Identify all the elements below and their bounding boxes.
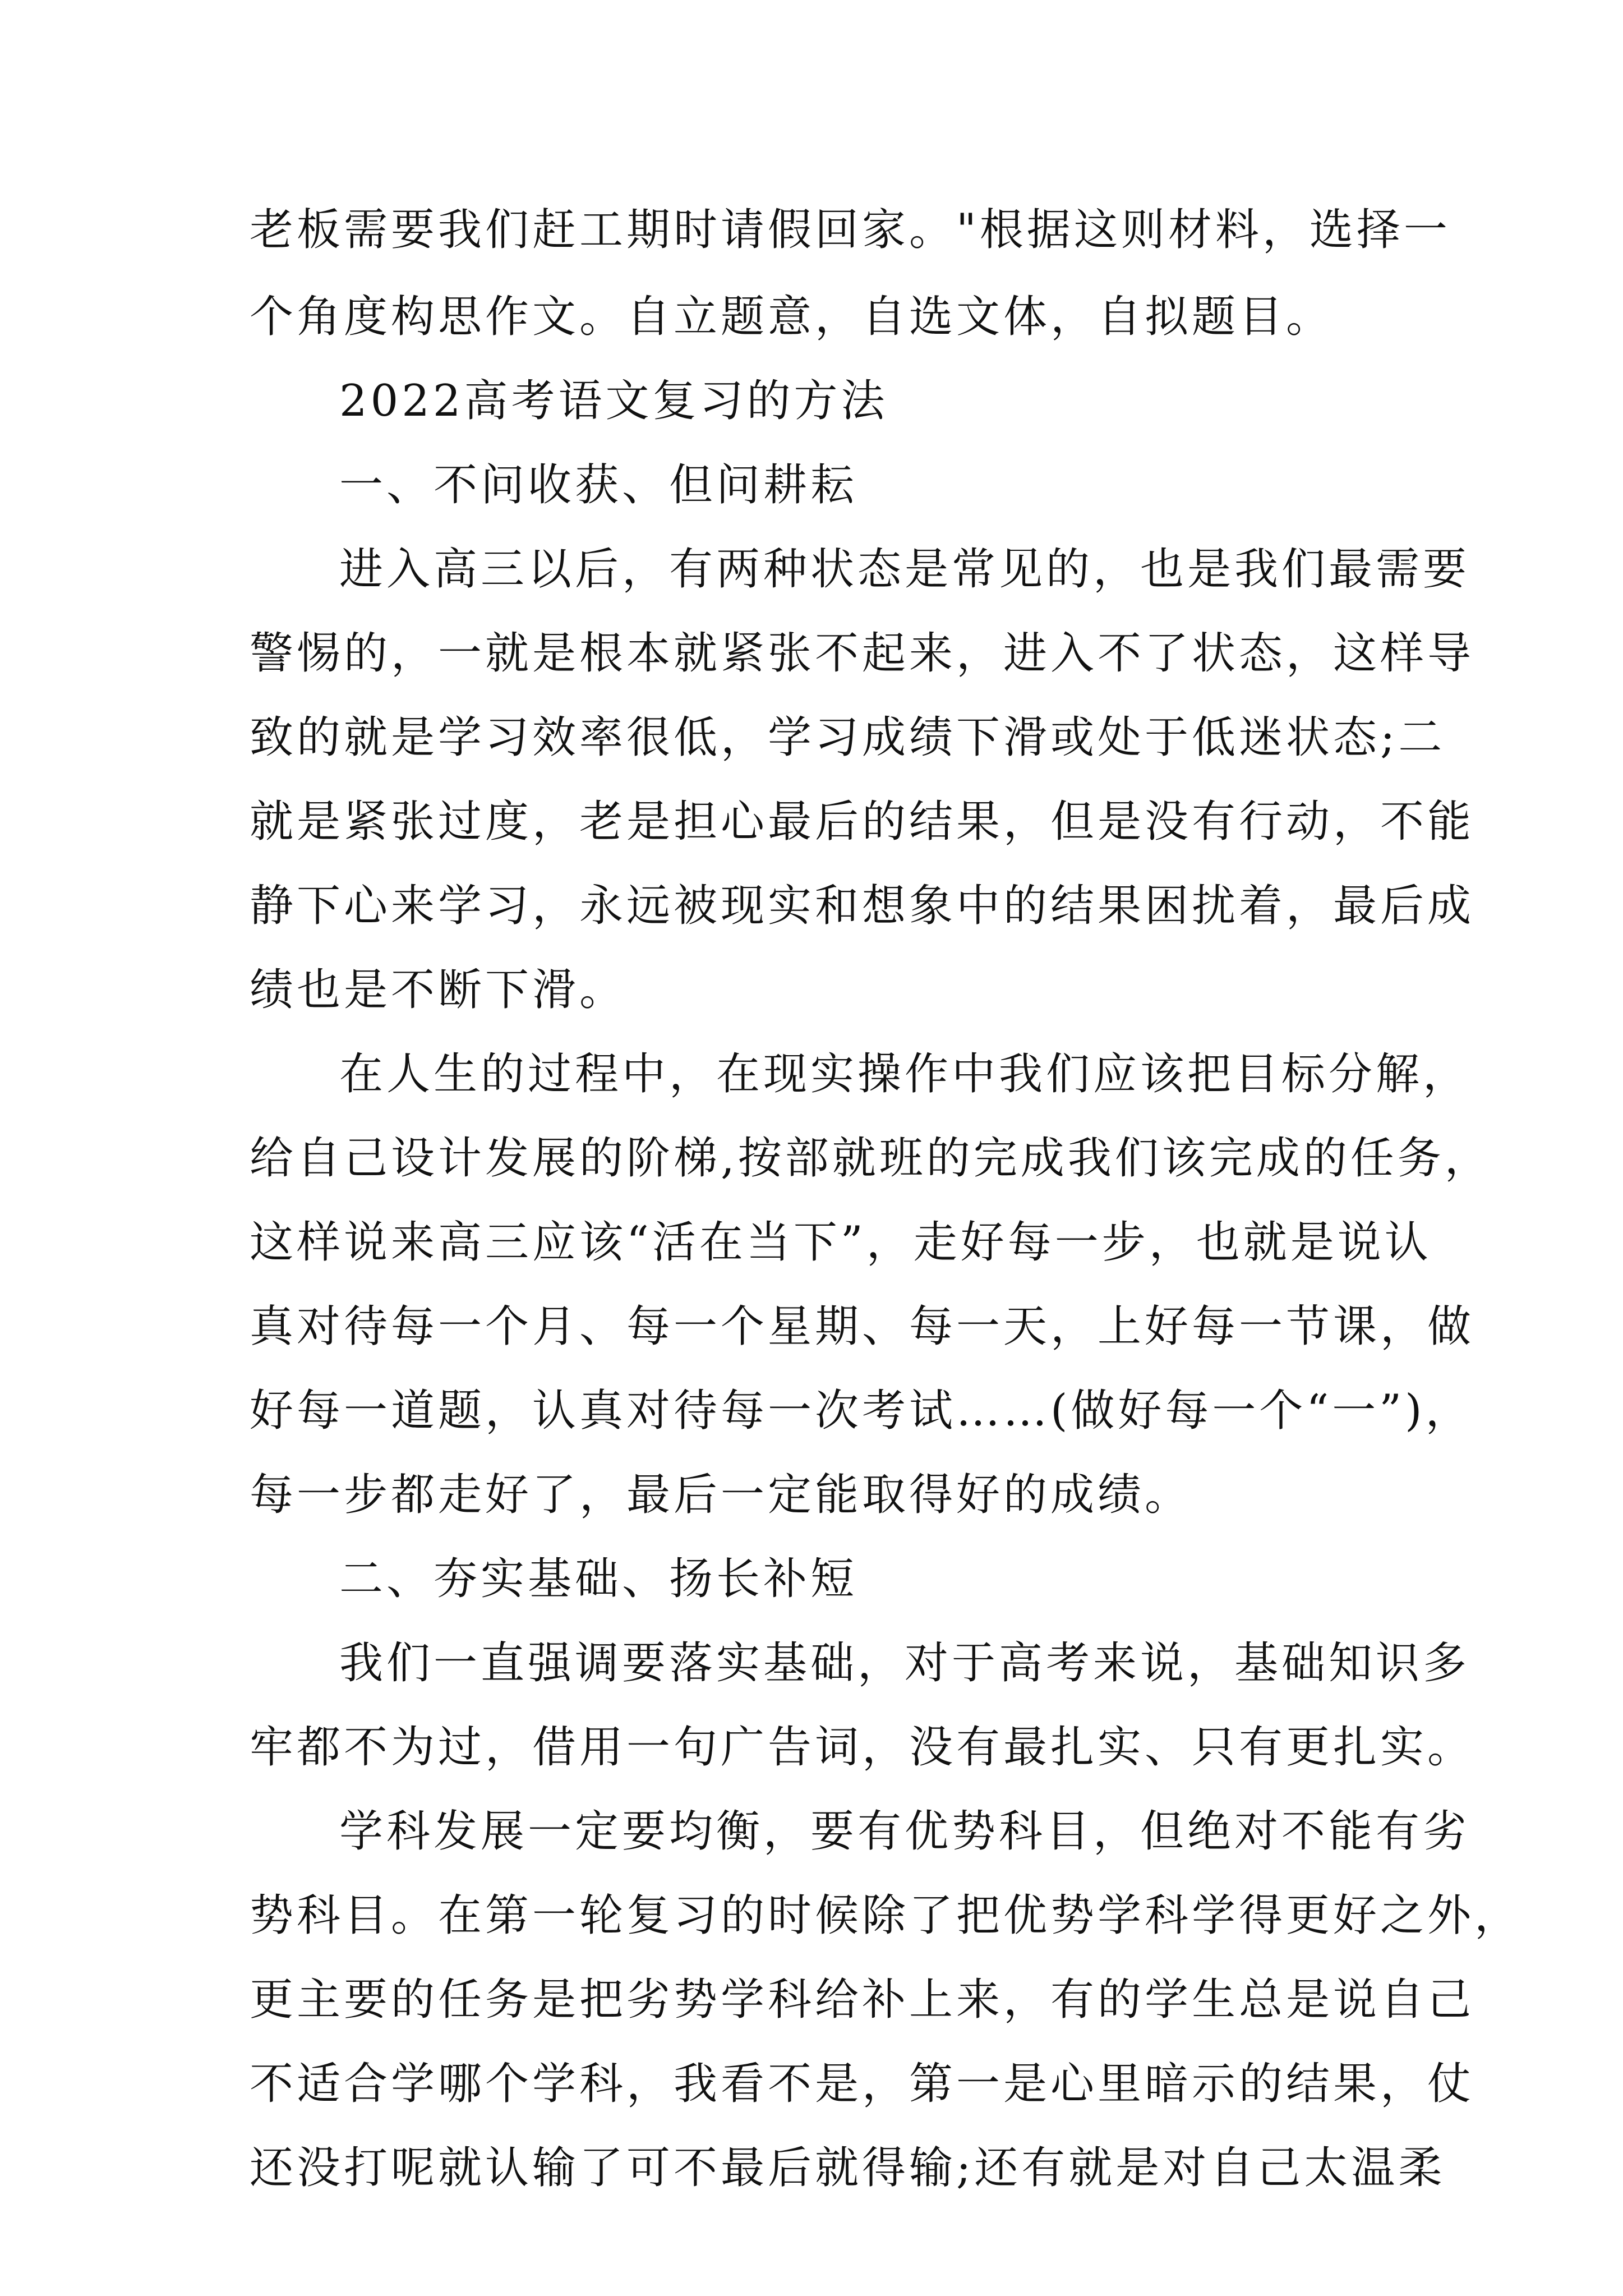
text-line-11: 在人生的过程中，在现实操作中我们应该把目标分解， (339, 1049, 1470, 1099)
heading-2: 二、夯实基础、扬长补短 (339, 1554, 858, 1604)
text-line-9: 静下心来学习，永远被现实和想象中的结果困扰着，最后成 (250, 881, 1475, 931)
text-line-1: 老板需要我们赶工期时请假回家。"根据这则材料，选择一 (250, 205, 1451, 255)
heading-1: 一、不问收获、但问耕耘 (339, 460, 858, 510)
text-line-23: 不适合学哪个学科，我看不是，第一是心里暗示的结果，仗 (250, 2059, 1475, 2109)
text-line-6: 警惕的，一就是根本就紧张不起来，进入不了状态，这样导 (250, 628, 1475, 679)
text-line-12: 给自己设计发展的阶梯,按部就班的完成我们该完成的任务， (250, 1133, 1492, 1184)
text-line-14: 真对待每一个月、每一个星期、每一天，上好每一节课，做 (250, 1301, 1475, 1352)
text-line-24: 还没打呢就认输了可不最后就得输;还有就是对自己太温柔 (250, 2143, 1446, 2193)
text-line-13: 这样说来高三应该“活在当下”，走好每一步，也就是说认 (250, 1217, 1432, 1268)
text-line-2: 个角度构思作文。自立题意，自选文体，自拟题目。 (250, 292, 1334, 342)
text-line-21: 势科目。在第一轮复习的时候除了把优势学科学得更好之外， (250, 1890, 1522, 1941)
text-line-22: 更主要的任务是把劣势学科给补上来，有的学生总是说自己 (250, 1975, 1475, 2025)
text-line-10: 绩也是不断下滑。 (250, 965, 627, 1015)
text-line-8: 就是紧张过度，老是担心最后的结果，但是没有行动，不能 (250, 797, 1475, 847)
text-line-16: 每一步都走好了，最后一定能取得好的成绩。 (250, 1470, 1192, 1520)
text-line-15: 好每一道题，认真对待每一次考试……(做好每一个“一”)， (250, 1386, 1473, 1436)
text-line-20: 学科发展一定要均衡，要有优势科目，但绝对不能有劣 (339, 1806, 1470, 1857)
text-line-5: 进入高三以后，有两种状态是常见的，也是我们最需要 (339, 544, 1470, 595)
text-line-19: 牢都不为过，借用一句广告词，没有最扎实、只有更扎实。 (250, 1722, 1475, 1773)
section-title: 2022高考语文复习的方法 (339, 376, 888, 426)
text-line-18: 我们一直强调要落实基础，对于高考来说，基础知识多 (339, 1638, 1470, 1688)
text-line-7: 致的就是学习效率很低，学习成绩下滑或处于低迷状态;二 (250, 712, 1446, 763)
